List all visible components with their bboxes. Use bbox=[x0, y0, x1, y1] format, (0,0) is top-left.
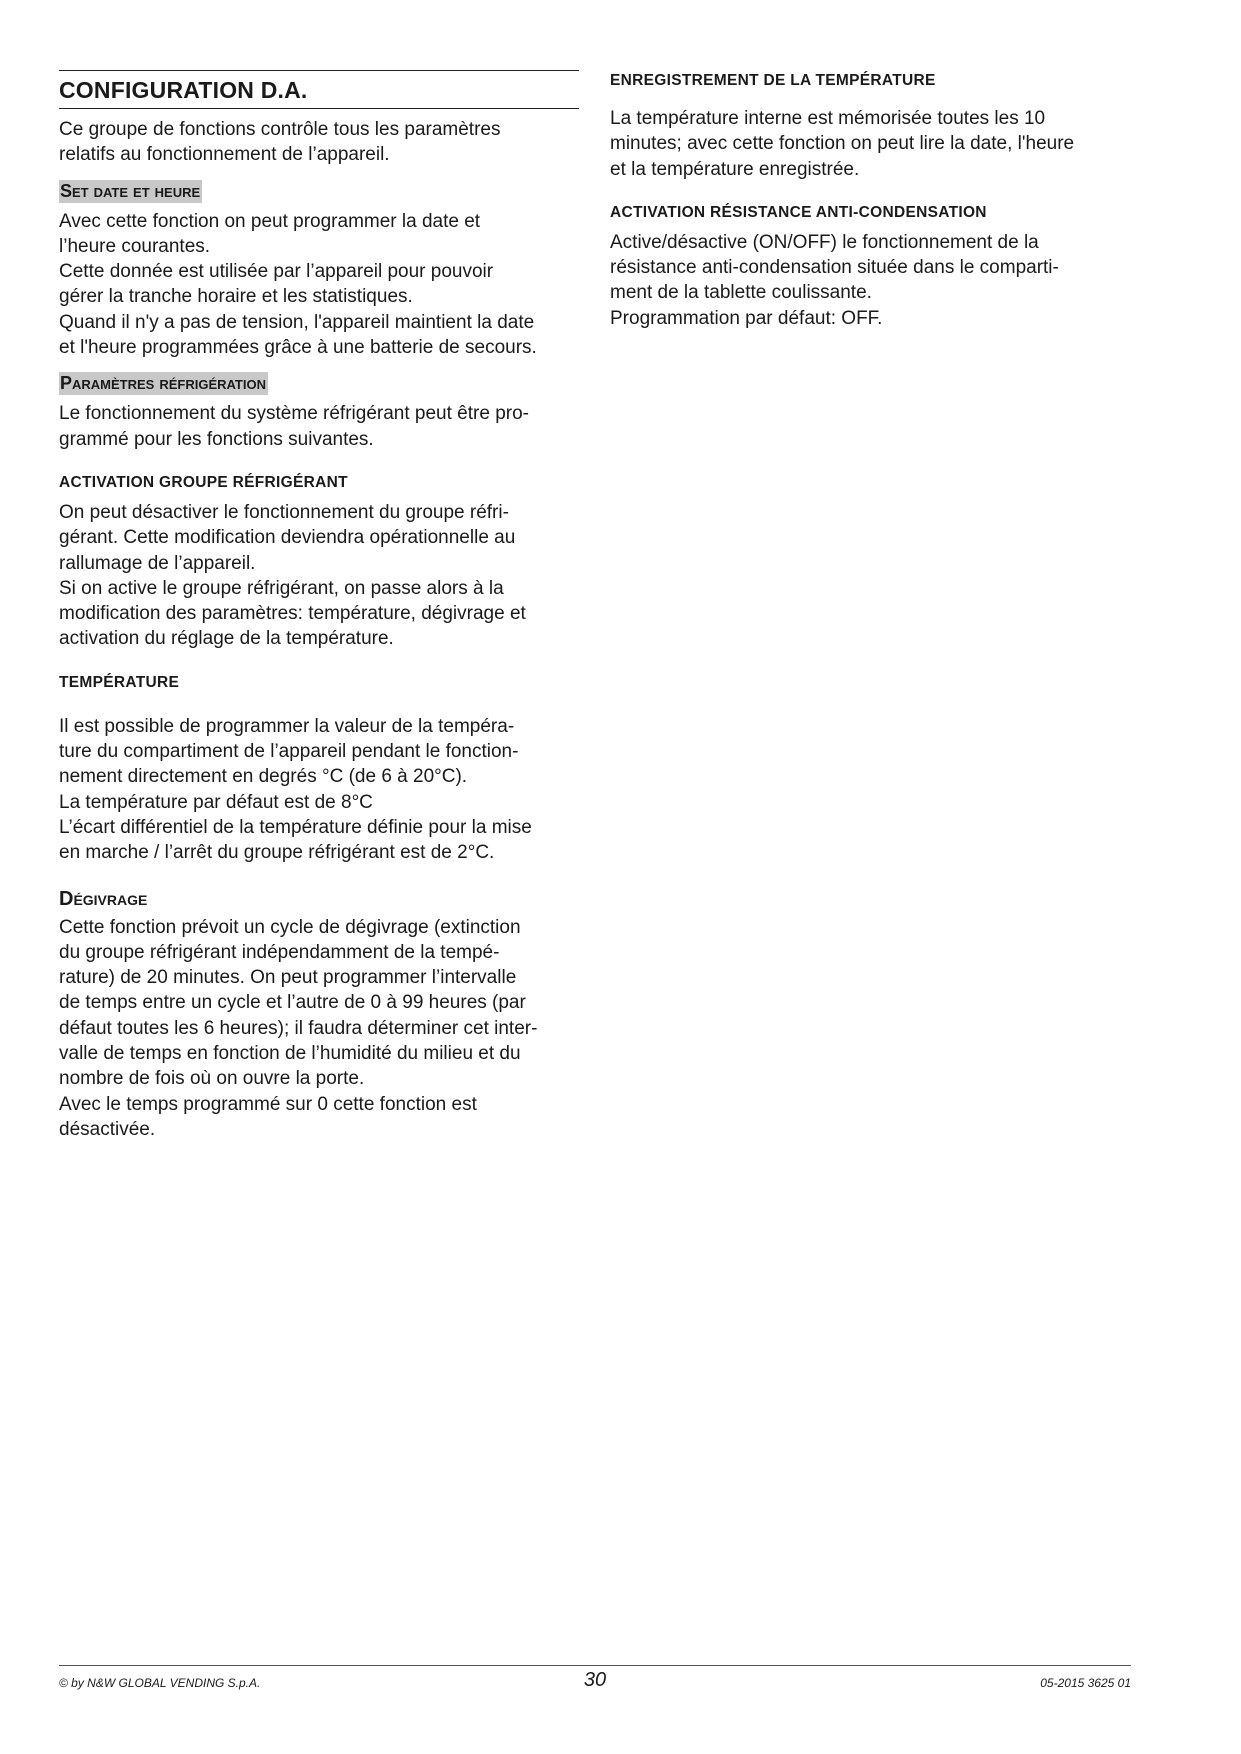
degivrage-line: valle de temps en fonction de l’humidité du milieu et du bbox=[59, 1043, 521, 1065]
set-date-line: Avec cette fonction on peut programmer la date et bbox=[59, 210, 481, 232]
resistance-line: résistance anti-condensation située dans le comparti- bbox=[610, 257, 1059, 279]
set-date-line: Quand il n'y a pas de tension, l'appareil maintient la date bbox=[59, 311, 535, 333]
degivrage-line: Avec le temps programmé sur 0 cette fonction est bbox=[59, 1093, 477, 1115]
intro-line-2: relatifs au fonctionnement de l’appareil. bbox=[59, 144, 390, 166]
copyright-text: © by N&W GLOBAL VENDING S.p.A. bbox=[59, 1676, 261, 1690]
resistance-line: Programmation par défaut: OFF. bbox=[610, 307, 883, 329]
activation-line: rallumage de l’appareil. bbox=[59, 552, 256, 574]
set-date-line: et l'heure programmées grâce à une batterie de secours. bbox=[59, 337, 537, 359]
activation-line: modification des paramètres: température, dégivrage et bbox=[59, 603, 526, 625]
left-column bbox=[59, 70, 579, 1142]
degivrage-line: de temps entre un cycle et l’autre de 0 à 99 heures (par bbox=[59, 992, 526, 1014]
temperature-line: nement directement en degrés °C (de 6 à 20°C). bbox=[59, 766, 468, 788]
enregistrement-line: et la température enregistrée. bbox=[610, 158, 860, 180]
set-date-line: gérer la tranche horaire et les statistiques. bbox=[59, 286, 413, 308]
temperature-line: L’écart différentiel de la température définie pour la mise bbox=[59, 816, 532, 838]
resistance-line: ment de la tablette coulissante. bbox=[610, 282, 872, 304]
param-line: Le fonctionnement du système réfrigérant peut être pro- bbox=[59, 403, 529, 425]
activation-group-heading: ACTIVATION GROUPE RÉFRIGÉRANT bbox=[59, 473, 348, 491]
enregistrement-heading: ENREGISTREMENT DE LA TEMPÉRATURE bbox=[610, 72, 936, 89]
resistance-line: Active/désactive (ON/OFF) le fonctionnement de la bbox=[610, 231, 1039, 253]
param-refrigeration-heading: Paramètres réfrigération bbox=[60, 373, 266, 394]
degivrage-line: rature) de 20 minutes. On peut programmer l’intervalle bbox=[59, 967, 517, 989]
right-column bbox=[610, 70, 1130, 331]
spacer bbox=[610, 98, 1130, 106]
temperature-line: Il est possible de programmer la valeur de la tempéra- bbox=[59, 715, 515, 737]
spacer bbox=[59, 700, 579, 714]
degivrage-line: nombre de fois où on ouvre la porte. bbox=[59, 1068, 365, 1090]
temperature-heading: TEMPÉRATURE bbox=[59, 673, 180, 691]
activation-line: gérant. Cette modification deviendra opérationnelle au bbox=[59, 527, 516, 549]
degivrage-line: Cette fonction prévoit un cycle de dégivrage (extinction bbox=[59, 916, 521, 938]
page-footer bbox=[59, 1665, 1131, 1691]
activation-line: On peut désactiver le fonctionnement du groupe réfri- bbox=[59, 501, 509, 523]
section-title-block bbox=[59, 70, 579, 109]
enregistrement-line: minutes; avec cette fonction on peut lire la date, l'heure bbox=[610, 133, 1075, 155]
activation-line: Si on active le groupe réfrigérant, on passe alors à la bbox=[59, 577, 504, 599]
param-line: grammé pour les fonctions suivantes. bbox=[59, 428, 374, 450]
degivrage-line: défaut toutes les 6 heures); il faudra déterminer cet inter- bbox=[59, 1017, 538, 1039]
degivrage-line: du groupe réfrigérant indépendamment de la tempé- bbox=[59, 941, 500, 963]
page-title: CONFIGURATION D.A. bbox=[59, 77, 308, 103]
set-date-line: l’heure courantes. bbox=[59, 235, 211, 257]
temperature-line: ture du compartiment de l’appareil pendant le fonction- bbox=[59, 741, 519, 763]
degivrage-line: désactivée. bbox=[59, 1118, 156, 1140]
resistance-heading: ACTIVATION RÉSISTANCE ANTI-CONDENSATION bbox=[610, 203, 987, 221]
set-date-heading: Set date et heure bbox=[60, 180, 201, 201]
page-number: 30 bbox=[583, 1669, 607, 1691]
enregistrement-line: La température interne est mémorisée toutes les 10 bbox=[610, 108, 1046, 129]
activation-line: activation du réglage de la température. bbox=[59, 628, 394, 650]
temperature-line: La température par défaut est de 8°C bbox=[59, 791, 373, 813]
document-code: 05-2015 3625 01 bbox=[1040, 1676, 1131, 1690]
intro-line-1: Ce groupe de fonctions contrôle tous les paramètres bbox=[59, 119, 501, 140]
temperature-line: en marche / l’arrêt du groupe réfrigérant est de 2°C. bbox=[59, 842, 495, 864]
set-date-line: Cette donnée est utilisée par l’appareil pour pouvoir bbox=[59, 261, 494, 283]
degivrage-heading: Dégivrage bbox=[59, 887, 148, 910]
